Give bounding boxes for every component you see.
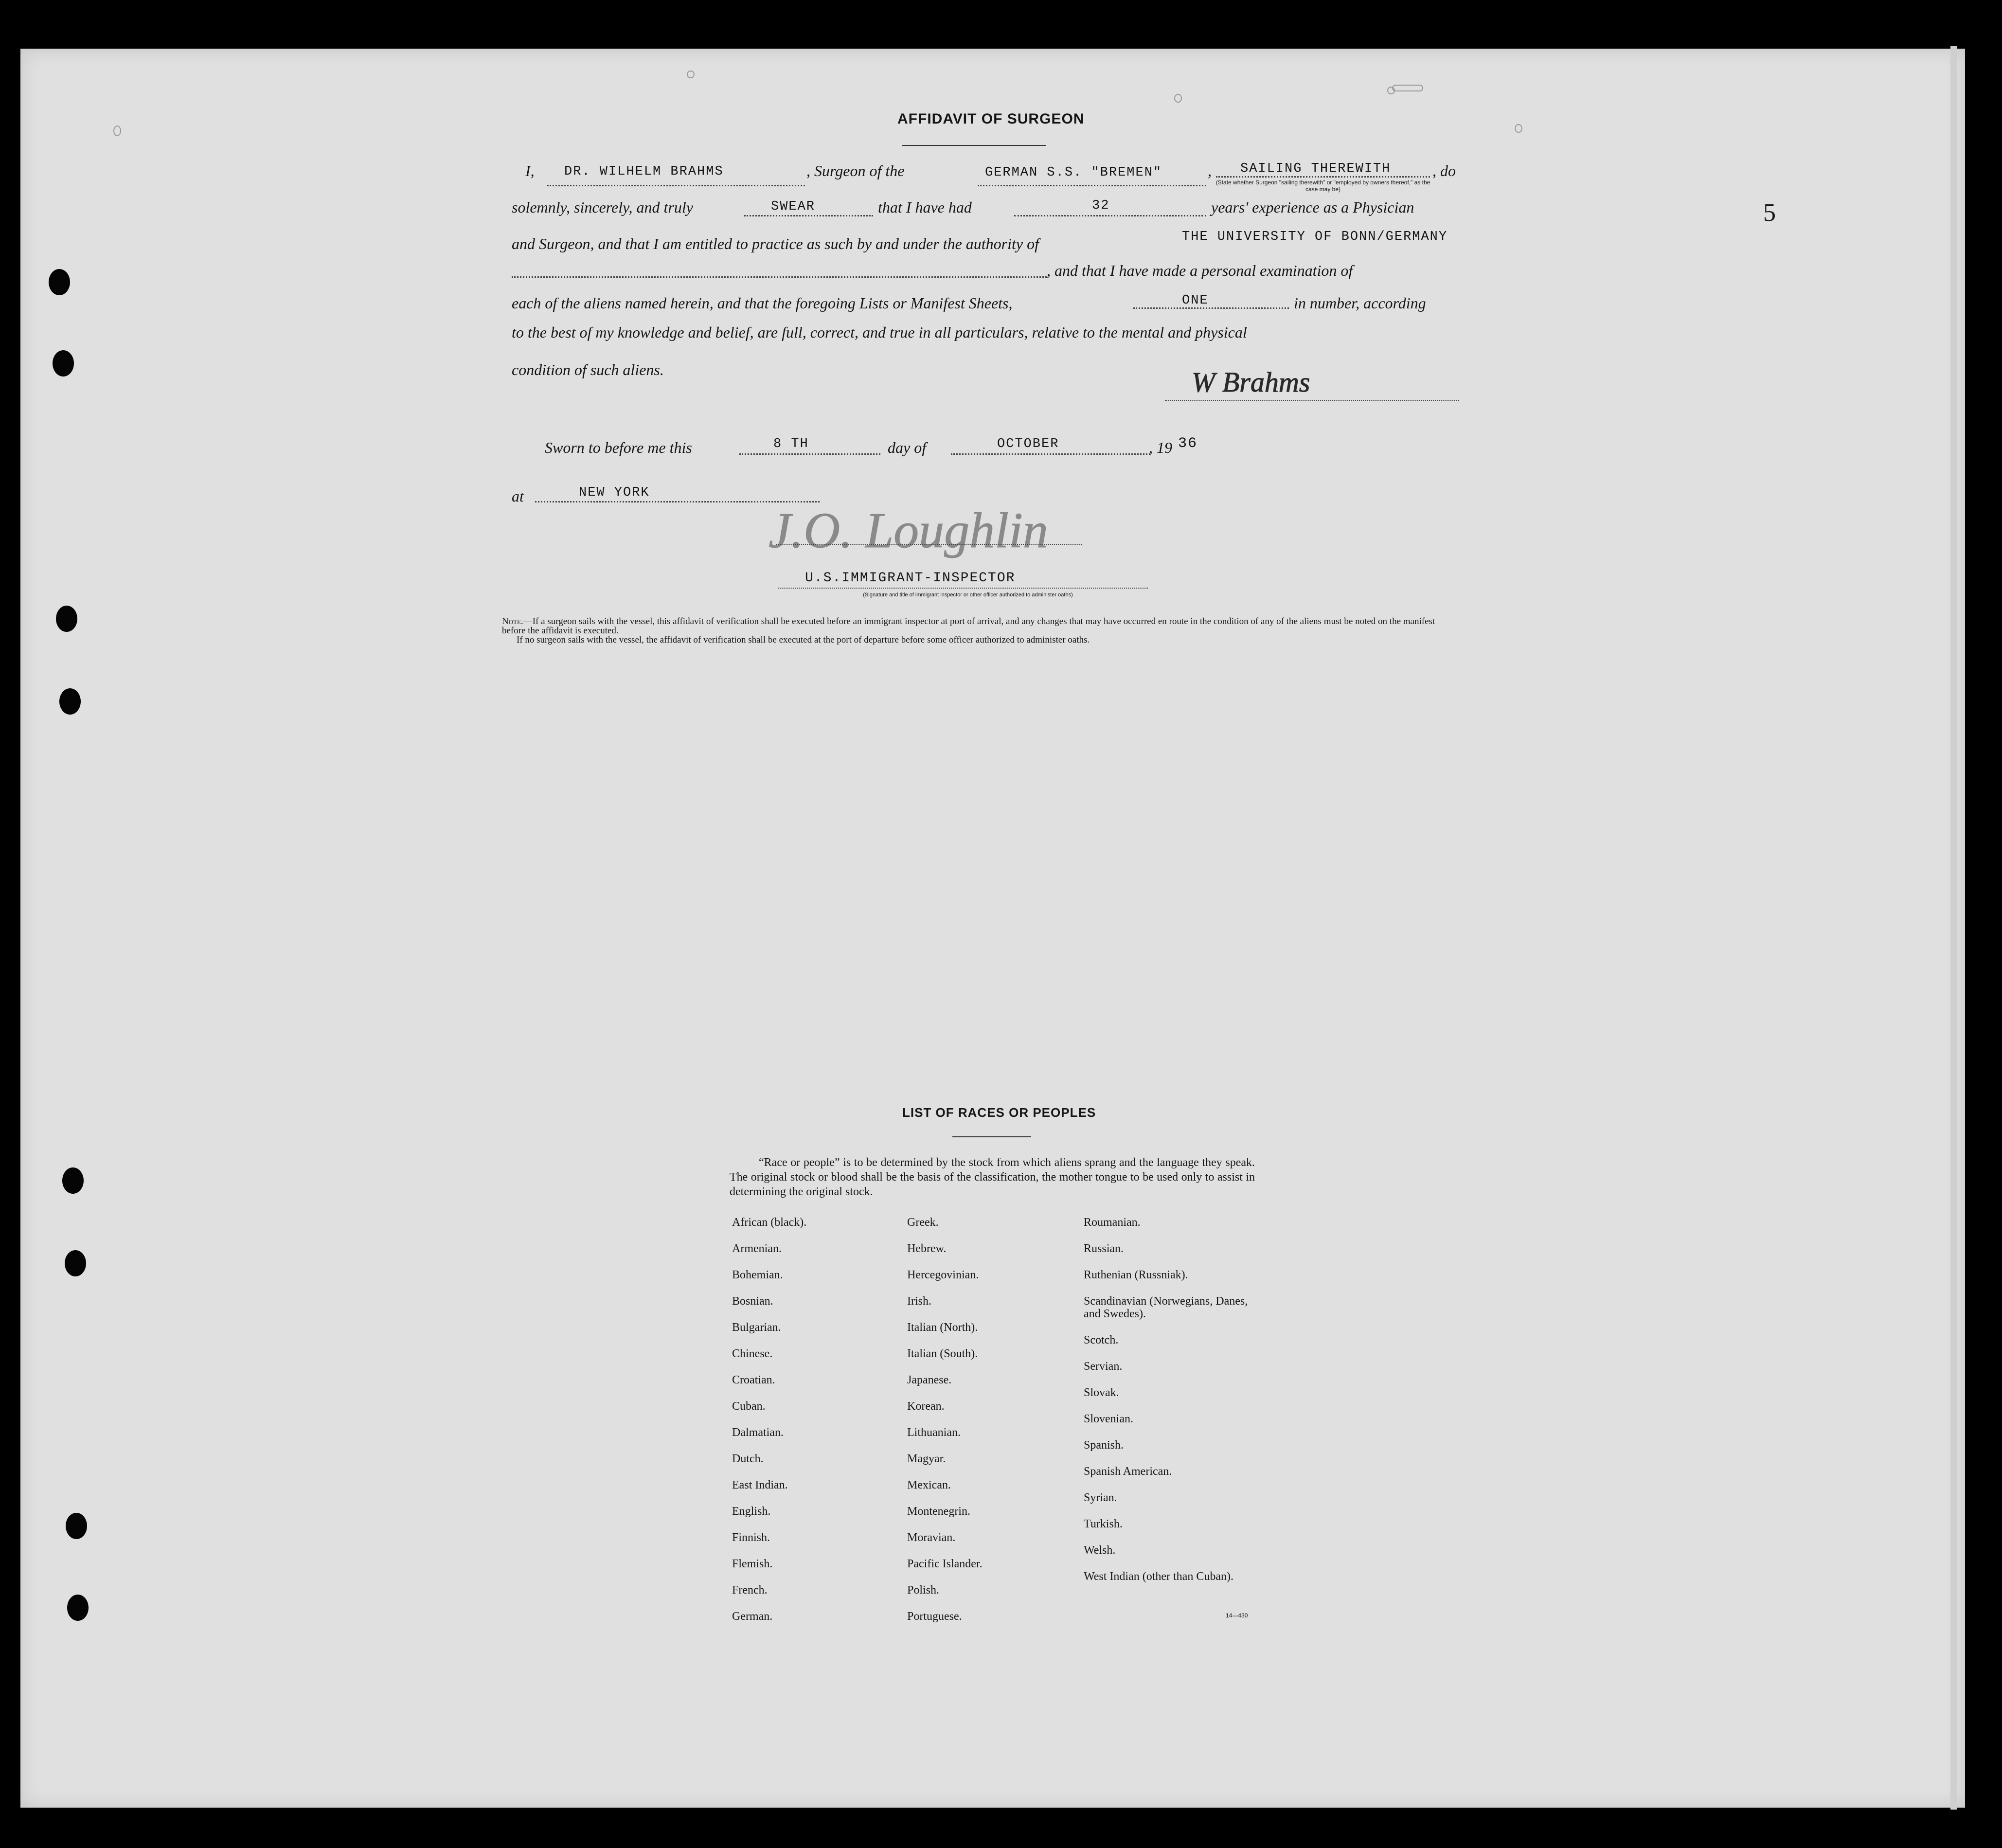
race-item: Slovak. [1084, 1386, 1119, 1399]
race-item: Ruthenian (Russniak). [1084, 1269, 1188, 1281]
race-item: Flemish. [732, 1558, 773, 1570]
note-paragraph-1 [502, 617, 1460, 635]
race-item: Bosnian. [732, 1295, 773, 1308]
at-place-field: NEW YORK [579, 485, 650, 500]
sworn-day-line [739, 453, 880, 455]
affidavit-line6-text: to the best of my knowledge and belief, are full, correct, and true in all particulars, relative to the mental and physical [512, 323, 1247, 341]
race-item: Korean. [907, 1400, 945, 1413]
race-item: Armenian. [732, 1242, 782, 1255]
race-item: English. [732, 1505, 771, 1518]
paper-speck [687, 71, 695, 78]
years-line [1014, 215, 1206, 216]
race-item: Japanese. [907, 1374, 952, 1386]
at-label: at [512, 487, 524, 505]
punch-hole [56, 606, 77, 632]
document-page [20, 49, 1965, 1808]
race-item: Lithuanian. [907, 1426, 961, 1439]
officer-signature-line [776, 544, 1082, 545]
race-item: Cuban. [732, 1400, 766, 1413]
punch-hole [66, 1513, 87, 1539]
affidavit-line1-text: , Surgeon of the [806, 162, 905, 179]
vessel-field: GERMAN S.S. "BREMEN" [985, 165, 1162, 180]
race-item: Spanish. [1084, 1439, 1124, 1452]
race-item: Spanish American. [1084, 1465, 1172, 1478]
race-item: Irish. [907, 1295, 931, 1308]
sworn-text: Sworn to before me this [545, 439, 692, 456]
race-item: Turkish. [1084, 1518, 1123, 1530]
race-item: Scotch. [1084, 1334, 1119, 1346]
affidavit-line1-prefix: I, [525, 162, 535, 179]
punch-hole [62, 1167, 84, 1194]
races-title-rule [952, 1136, 1031, 1137]
svg-text:W Brahms: W Brahms [1192, 366, 1310, 398]
affidavit-line1-end: , do [1432, 162, 1456, 179]
paper-speck [113, 126, 121, 136]
sworn-year-field: 36 [1178, 435, 1198, 452]
race-item: Moravian. [907, 1531, 956, 1544]
race-item: Hercegovinian. [907, 1269, 979, 1281]
race-item: Italian (North). [907, 1321, 978, 1334]
affidavit-line2-text3: years' experience as a Physician [1211, 198, 1414, 216]
race-item: East Indian. [732, 1479, 788, 1491]
punch-hole [59, 688, 81, 715]
surgeon-name-field: DR. WILHELM BRAHMS [564, 164, 724, 179]
svg-text:J.O. Loughlin: J.O. Loughlin [769, 502, 1048, 558]
race-item: Hebrew. [907, 1242, 947, 1255]
race-item: French. [732, 1584, 768, 1597]
sworn-text2: day of [888, 439, 927, 456]
affidavit-line1-comma: , [1208, 162, 1212, 179]
sworn-day-field: 8 TH [773, 437, 809, 451]
punch-hole [53, 350, 74, 377]
affidavit-line5-text: each of the aliens named herein, and that the foregoing Lists or Manifest Sheets, [512, 294, 1013, 312]
affidavit-title: AFFIDAVIT OF SURGEON [897, 111, 1085, 127]
oath-field: SWEAR [771, 199, 816, 214]
paper-speck [1392, 85, 1423, 91]
officer-title-line [778, 588, 1148, 589]
note-line-1: —If a surgeon sails with the vessel, this affidavit of verification shall be executed before an immigrant inspector at port of arrival, and any changes that may have occurred en route in the condition of any of the aliens must be noted on the manifest before the affidavit is executed. [502, 616, 1435, 636]
punch-hole [67, 1595, 89, 1621]
race-item: Bohemian. [732, 1269, 783, 1281]
race-item: Finnish. [732, 1531, 770, 1544]
sailing-field: SAILING THEREWITH [1240, 161, 1391, 176]
race-item: Bulgarian. [732, 1321, 781, 1334]
race-item: Servian. [1084, 1360, 1123, 1373]
officer-signature [759, 491, 1109, 576]
affidavit-line7-text: condition of such aliens. [512, 361, 664, 378]
race-item: West Indian (other than Cuban). [1084, 1570, 1233, 1583]
race-item: Roumanian. [1084, 1216, 1141, 1229]
sworn-month-line [951, 453, 1150, 455]
race-item: Syrian. [1084, 1491, 1117, 1504]
surgeon-name-line [547, 185, 805, 186]
affidavit-line2-text2: that I have had [878, 198, 972, 216]
affidavit-line3-text: and Surgeon, and that I am entitled to practice as such by and under the authority of [512, 235, 1039, 252]
race-item: Portuguese. [907, 1610, 962, 1623]
vessel-line [978, 185, 1206, 186]
race-item: Welsh. [1084, 1544, 1116, 1557]
sworn-year-prefix: , 19 [1149, 439, 1172, 456]
race-item: Greek. [907, 1216, 939, 1229]
paper-speck [1515, 124, 1522, 133]
oath-line [744, 215, 873, 216]
affidavit-line5-text2: in number, according [1294, 294, 1426, 312]
years-field: 32 [1092, 198, 1110, 213]
note-line-2: If no surgeon sails with the vessel, the affidavit of verification shall be executed at the port of departure before some officer authorized to administer oaths. [517, 635, 1090, 645]
race-item: German. [732, 1610, 773, 1623]
race-item: Magyar. [907, 1453, 946, 1465]
sworn-month-field: OCTOBER [997, 437, 1059, 451]
authority-continuation-line [512, 276, 1047, 278]
sailing-caption: (State whether Surgeon "sailing therewith" or "employed by owners thereof," as the case may be) [1216, 179, 1430, 193]
race-item: Polish. [907, 1584, 940, 1597]
count-line [1133, 307, 1289, 309]
punch-hole [65, 1250, 86, 1276]
punch-hole [49, 269, 70, 295]
affidavit-line4-text: , and that I have made a personal examination of [1047, 262, 1353, 279]
race-item: Italian (South). [907, 1347, 978, 1360]
race-item: Russian. [1084, 1242, 1124, 1255]
page-number: 5 [1763, 199, 1776, 227]
race-item: Dalmatian. [732, 1426, 784, 1439]
race-item: African (black). [732, 1216, 807, 1229]
note-paragraph-2 [502, 635, 1460, 645]
sailing-line [1216, 176, 1430, 178]
affidavit-line2-text: solemnly, sincerely, and truly [512, 198, 693, 216]
affidavit-note [502, 617, 1460, 645]
surgeon-signature [1187, 362, 1401, 401]
race-item: Montenegrin. [907, 1505, 970, 1518]
race-item: Pacific Islander. [907, 1558, 983, 1570]
affidavit-title-rule [902, 145, 1046, 146]
races-intro: “Race or people” is to be determined by the stock from which aliens sprang and the language they speak. The original stock or blood shall be the basis of the classification, the mother tongue to be used only to assist in determining the original stock. [730, 1156, 1255, 1198]
race-item: Mexican. [907, 1479, 951, 1491]
race-item: Slovenian. [1084, 1413, 1133, 1425]
form-code: 14—430 [1226, 1612, 1248, 1619]
officer-caption: (Signature and title of immigrant inspector or other officer authorized to administer oaths) [863, 592, 1073, 598]
page-edge [1950, 46, 1957, 1810]
paper-speck [1174, 94, 1182, 103]
race-item: Chinese. [732, 1347, 773, 1360]
race-item: Croatian. [732, 1374, 775, 1386]
race-item: Dutch. [732, 1453, 764, 1465]
races-title: LIST OF RACES OR PEOPLES [902, 1105, 1096, 1120]
count-field: ONE [1182, 293, 1209, 308]
officer-title: U.S.IMMIGRANT-INSPECTOR [805, 571, 1016, 586]
note-label: Note. [502, 616, 523, 627]
authority-field: THE UNIVERSITY OF BONN/GERMANY [1182, 230, 1448, 244]
race-item: Scandinavian (Norwegians, Danes, and Swedes). [1084, 1295, 1248, 1320]
